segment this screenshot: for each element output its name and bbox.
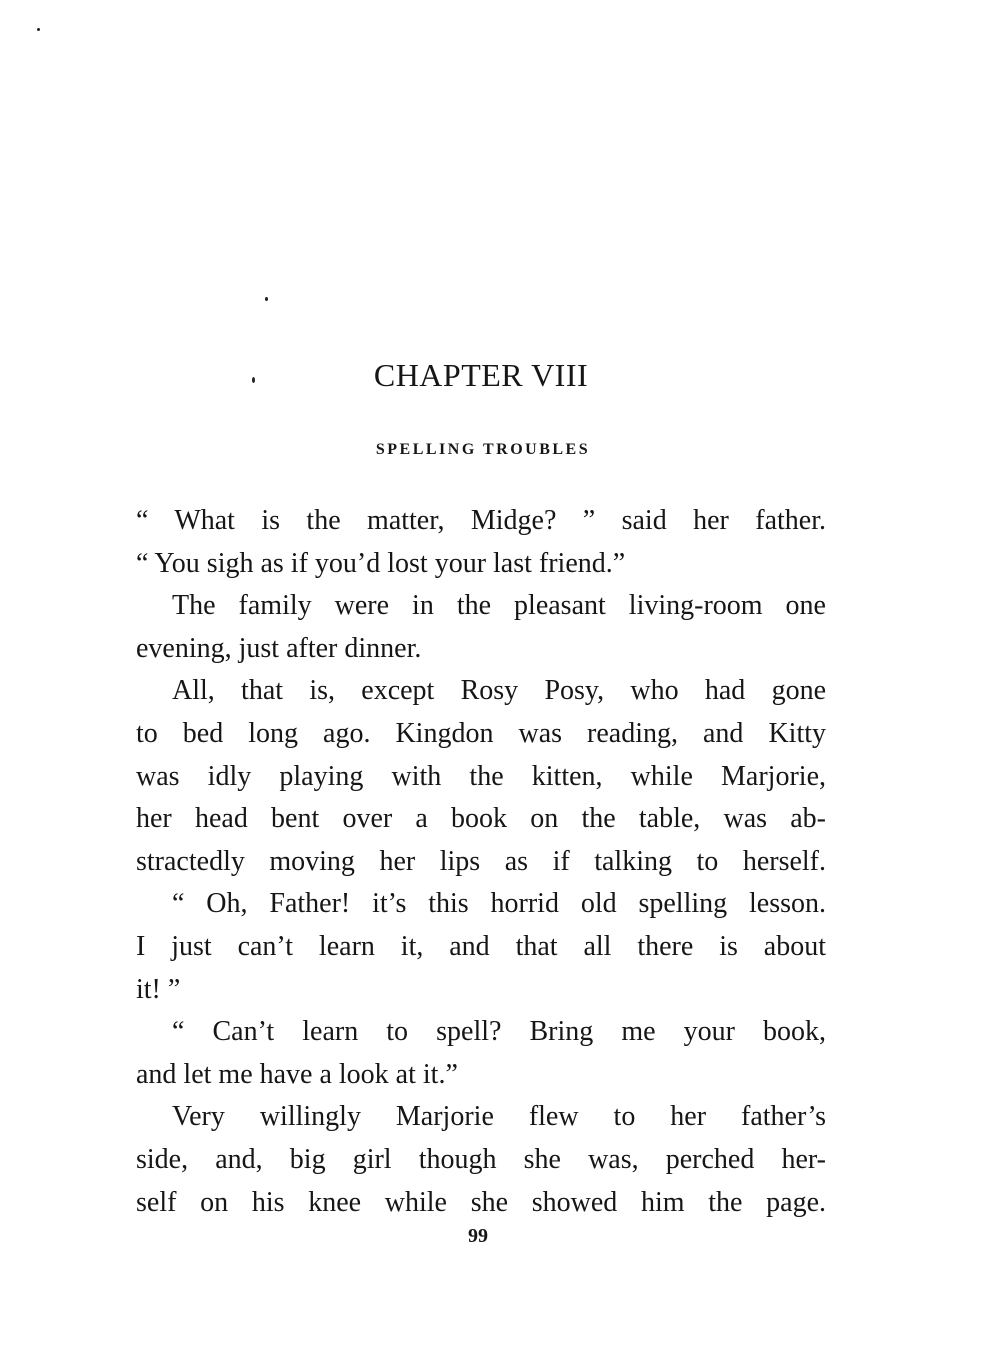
text-line: self on his knee while she showed him the page. (136, 1186, 826, 1218)
text-line: “ You sigh as if you’d lost your last friend.” (136, 547, 626, 579)
text-line: her head bent over a book on the table, was ab- (136, 803, 826, 835)
text-line: and let me have a look at it.” (136, 1058, 458, 1090)
text-line: “ Can’t learn to spell? Bring me your book, (172, 1016, 826, 1048)
text-line: I just can’t learn it, and that all there is about (136, 930, 826, 962)
scan-speck (265, 297, 268, 301)
text-line: “ What is the matter, Midge? ” said her father. (136, 505, 826, 536)
text-line: “ Oh, Father! it’s this horrid old spelling lesson. (172, 888, 826, 920)
text-line: stractedly moving her lips as if talking to herself. (136, 845, 826, 877)
text-line: The family were in the pleasant living-room one (172, 590, 826, 622)
text-line: All, that is, except Rosy Posy, who had gone (172, 675, 826, 707)
text-line: it! ” (136, 973, 181, 1005)
text-line: Very willingly Marjorie flew to her father’s (172, 1101, 826, 1133)
text-line: evening, just after dinner. (136, 632, 422, 664)
text-line: to bed long ago. Kingdon was reading, and Kitty (136, 717, 826, 749)
chapter-body (136, 500, 826, 1224)
text-line: was idly playing with the kitten, while Marjorie, (136, 760, 826, 792)
page-number: 99 (468, 1225, 488, 1247)
text-line: side, and, big girl though she was, perched her- (136, 1143, 826, 1175)
chapter-title: CHAPTER VIII (373, 357, 589, 393)
chapter-subtitle: SPELLING TROUBLES (375, 441, 591, 458)
scan-speck (37, 28, 40, 31)
